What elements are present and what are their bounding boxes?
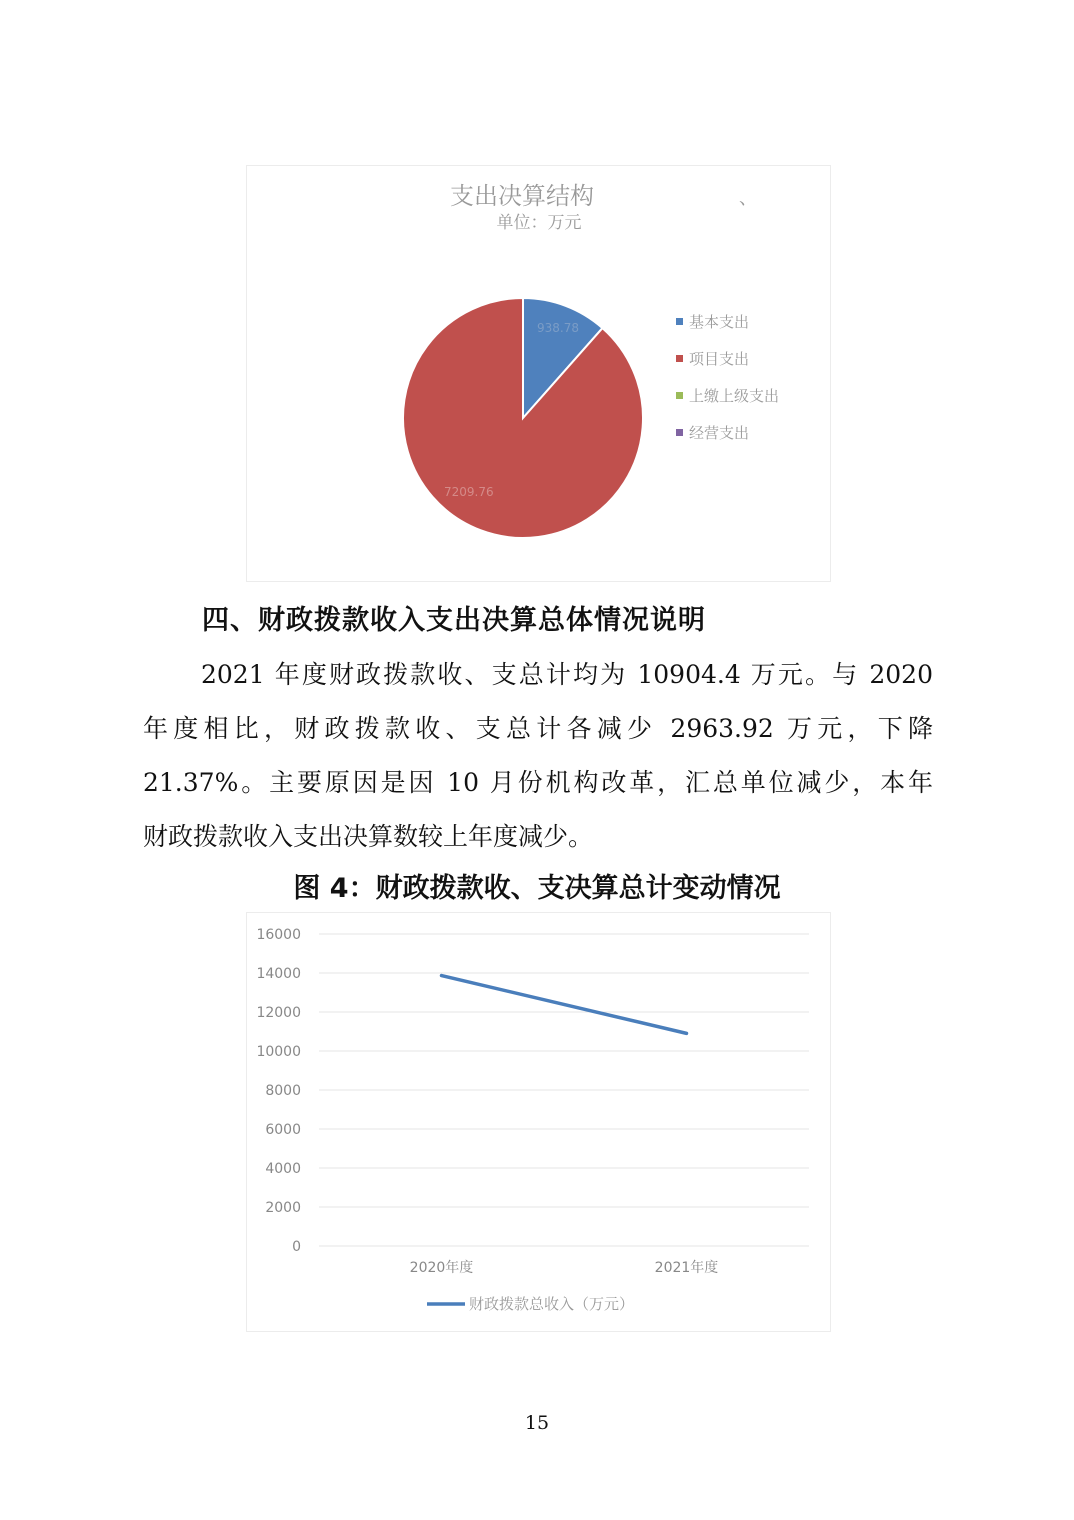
- pie-chart-title: 支出决算结构: [450, 182, 594, 210]
- y-tick-label: 6000: [265, 1122, 301, 1138]
- pie-chart: [247, 166, 830, 581]
- legend-swatch-upper: [676, 392, 683, 399]
- line-grid: [319, 934, 809, 1246]
- pie-slice-label-project: 7209.76: [444, 485, 494, 499]
- page-number: 15: [524, 1412, 550, 1434]
- pie-chart-title-mark: 、: [739, 188, 757, 209]
- pie-slice-1: [403, 298, 643, 538]
- line-series: [442, 976, 687, 1034]
- x-tick-label: 2020年度: [409, 1260, 474, 1276]
- legend-swatch-project: [676, 355, 683, 362]
- section-heading: 四、财政拨款收入支出决算总体情况说明: [202, 605, 706, 636]
- x-tick-label: 2021年度: [654, 1260, 719, 1276]
- line-legend: [427, 1295, 634, 1313]
- pie-chart-subtitle: 单位：万元: [496, 213, 582, 233]
- line-chart: [247, 913, 830, 1331]
- y-tick-label: 2000: [265, 1200, 301, 1216]
- pie-legend: [676, 313, 779, 442]
- paragraph-line: 年度相比，财政拨款收、支总计各减少 2963.92 万元，下降: [143, 714, 933, 743]
- y-tick-label: 0: [292, 1239, 301, 1255]
- legend-label-project: 项目支出: [689, 350, 750, 368]
- y-tick-label: 14000: [256, 966, 301, 982]
- legend-swatch-business: [676, 429, 683, 436]
- legend-label-upper: 上缴上级支出: [689, 387, 780, 405]
- body-paragraph: [143, 648, 933, 864]
- series-line: [442, 976, 687, 1034]
- y-tick-label: 12000: [256, 1005, 301, 1021]
- legend-label-business: 经营支出: [689, 424, 750, 442]
- paragraph-line: 21.37%。主要原因是因 10 月份机构改革，汇总单位减少，本年: [143, 768, 933, 797]
- pie-slices: [403, 298, 643, 538]
- y-tick-labels: [256, 927, 301, 1255]
- pie-chart-frame: [246, 165, 831, 582]
- paragraph-line: 财政拨款收入支出决算数较上年度减少。: [143, 822, 594, 851]
- figure-caption: 图 4：财政拨款收、支决算总计变动情况: [293, 873, 781, 904]
- legend-swatch-basic: [676, 318, 683, 325]
- legend-label-basic: 基本支出: [689, 313, 750, 331]
- pie-slice-label-basic: 938.78: [537, 321, 579, 335]
- paragraph-line: 2021 年度财政拨款收、支总计均为 10904.4 万元。与 2020: [201, 660, 933, 689]
- line-chart-frame: [246, 912, 831, 1332]
- x-tick-labels: [410, 1259, 719, 1276]
- legend-series-name: 财政拨款总收入（万元）: [469, 1295, 635, 1313]
- y-tick-label: 8000: [265, 1083, 301, 1099]
- y-tick-label: 4000: [265, 1161, 301, 1177]
- y-tick-label: 10000: [256, 1044, 301, 1060]
- y-tick-label: 16000: [256, 927, 301, 943]
